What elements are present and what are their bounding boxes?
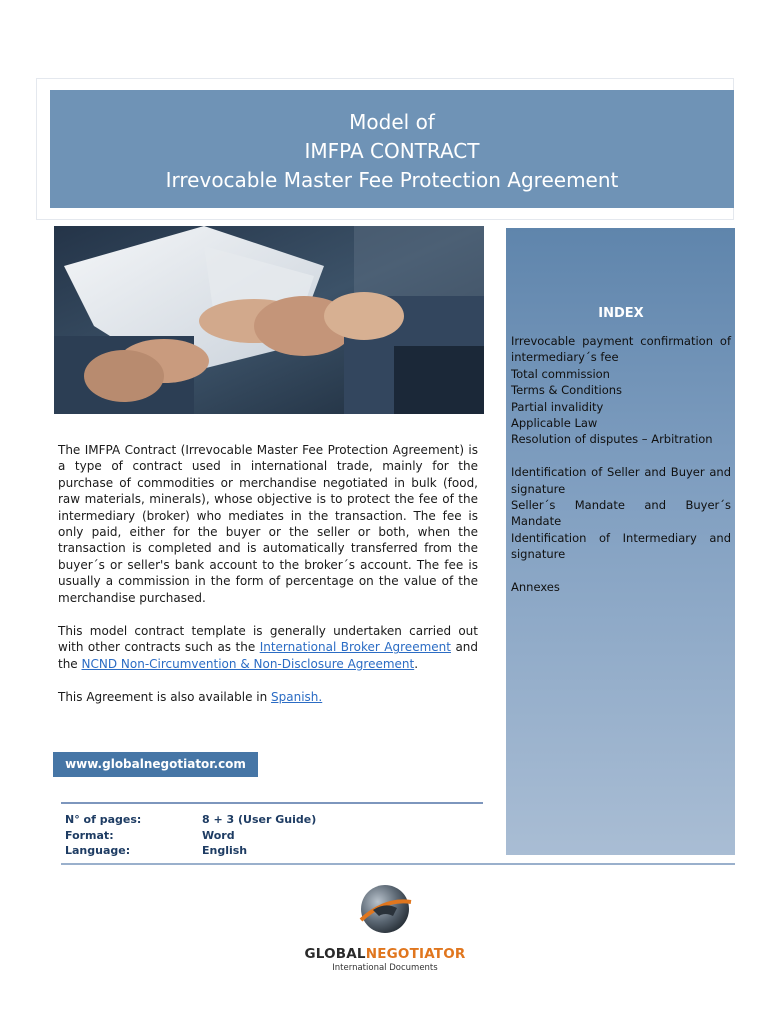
paragraph-text: This model contract template is generally undertaken carried out with other contracts such as the: [58, 624, 478, 655]
title-line-3: Irrevocable Master Fee Protection Agreement: [165, 168, 619, 192]
language-label: Language:: [65, 844, 131, 857]
index-item: Applicable Law: [511, 416, 598, 431]
info-row-language: [65, 843, 316, 859]
website-button[interactable]: www.globalnegotiator.com: [53, 752, 258, 777]
index-item: Irrevocable payment confirmation of intermediary´s fee: [511, 334, 731, 365]
document-title-banner: [50, 90, 734, 208]
handshake-document-photo: [54, 226, 484, 414]
format-value: Word: [202, 828, 235, 842]
divider: [61, 863, 735, 865]
description-body: [58, 442, 478, 723]
index-item: Terms & Conditions: [511, 383, 623, 398]
ncnd-agreement-link[interactable]: NCND Non-Circumvention & Non-Disclosure Agreement: [81, 656, 415, 671]
paragraph-text: This Agreement is also available in: [58, 690, 272, 705]
spanish-availability-paragraph: [58, 689, 478, 705]
title-line-1: Model of: [349, 110, 435, 134]
title-line-2: IMFPA CONTRACT: [304, 139, 480, 163]
index-item: Seller´s Mandate and Buyer´s Mandate: [511, 498, 731, 529]
divider: [61, 802, 483, 804]
spacer: [511, 448, 731, 464]
logo-word-global: GLOBAL: [304, 946, 366, 962]
format-label: Format:: [65, 828, 114, 842]
description-paragraph: The IMFPA Contract (Irrevocable Master Fee Protection Agreement) is a type of contract used in international trade, mainly for the purchase of commodities or merchandise negotiated in bulk (food, raw materials, minerals), whose objective is to protect the fee of the intermediary (broker) who mediates in the transaction. The fee is only paid, either for the buyer or the seller or both, when the transaction is completed and is automatically transferred from the buyer´s or seller's bank account to the broker´s account. The fee is usually a commission in the form of percentage on the value of the merchandise purchased.: [58, 443, 478, 605]
international-broker-agreement-link[interactable]: International Broker Agreement: [259, 640, 451, 655]
index-item: Identification of Intermediary and signature: [511, 530, 731, 562]
paragraph-text: and the: [58, 640, 479, 671]
related-contracts-paragraph: [58, 623, 478, 672]
spacer: [511, 563, 731, 579]
info-row-pages: [65, 812, 316, 828]
globalnegotiator-logo: [295, 880, 475, 975]
spanish-version-link[interactable]: Spanish.: [271, 690, 323, 705]
logo-tagline: International Documents: [332, 963, 438, 973]
paragraph-text: .: [414, 656, 419, 671]
pages-value: 8 + 3 (User Guide): [202, 813, 317, 826]
index-item: Identification of Seller and Buyer and signature: [511, 465, 731, 496]
index-item: Resolution of disputes – Arbitration: [511, 432, 713, 447]
index-item: Annexes: [511, 580, 560, 595]
index-item: Total commission: [511, 366, 610, 381]
index-title: INDEX: [598, 306, 644, 321]
index-item: Partial invalidity: [511, 399, 604, 414]
language-value: English: [202, 844, 248, 857]
info-row-format: [65, 828, 316, 844]
pages-label: N° of pages:: [65, 813, 142, 826]
index-sidebar: [506, 228, 735, 855]
logo-word-negotiator: NEGOTIATOR: [365, 946, 466, 962]
document-info: [65, 812, 316, 859]
logo-wordmark: [295, 946, 475, 962]
globe-logo-icon: [355, 880, 415, 938]
